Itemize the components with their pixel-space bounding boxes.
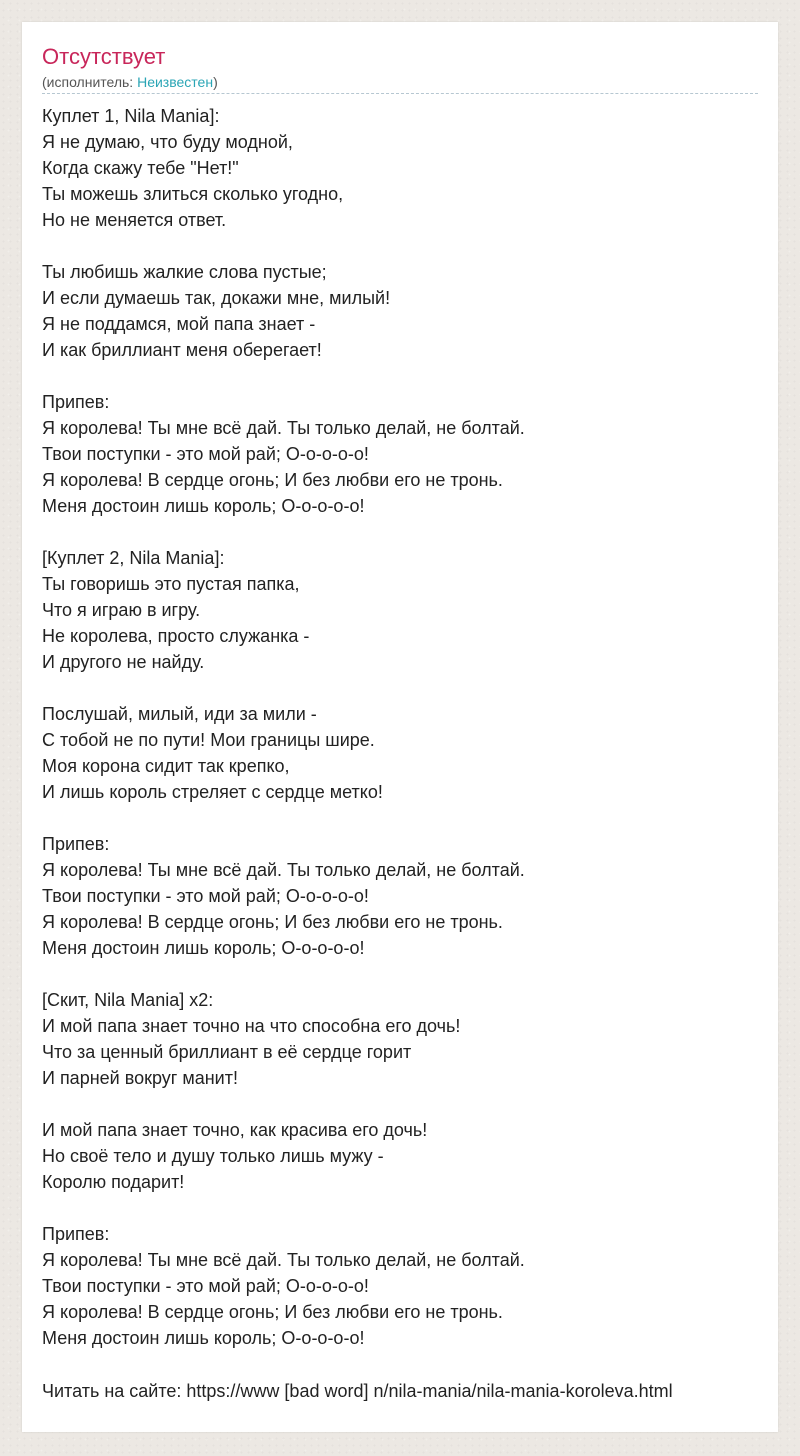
lyric-line: И лишь король стреляет с сердце метко! xyxy=(42,782,383,802)
lyric-line: Что я играю в игру. xyxy=(42,600,201,620)
artist-link[interactable]: Неизвестен xyxy=(137,74,214,90)
lyric-line: Я королева! Ты мне всё дай. Ты только делай, не болтай. xyxy=(42,418,525,438)
song-title: Отсутствует xyxy=(42,44,166,69)
lyric-line: Что за ценный бриллиант в её сердце горит xyxy=(42,1042,412,1062)
lyric-line: И мой папа знает точно на что способна его дочь! xyxy=(42,1016,461,1036)
lyric-line: Припев: xyxy=(42,392,110,412)
artist-suffix: ) xyxy=(213,74,218,90)
header-divider xyxy=(42,93,758,94)
lyrics-card xyxy=(22,22,778,1432)
lyric-line: Я королева! Ты мне всё дай. Ты только делай, не болтай. xyxy=(42,1250,525,1270)
lyric-line: Но не меняется ответ. xyxy=(42,210,227,230)
lyric-line: Меня достоин лишь король; О-о-о-о-о! xyxy=(42,496,365,516)
artist-prefix: (исполнитель: xyxy=(42,74,138,90)
lyric-line: Моя корона сидит так крепко, xyxy=(42,756,290,776)
stanza-gap xyxy=(42,1195,762,1221)
stanza-gap xyxy=(42,675,762,701)
lyric-line: И мой папа знает точно, как красива его дочь! xyxy=(42,1120,428,1140)
artist-line xyxy=(42,73,218,91)
lyric-line: Припев: xyxy=(42,1224,110,1244)
lyric-line: Я королева! В сердце огонь; И без любви его не тронь. xyxy=(42,470,503,490)
stanza-gap xyxy=(42,363,762,389)
lyric-line: Когда скажу тебе "Нет!" xyxy=(42,158,239,178)
lyric-line: Я королева! Ты мне всё дай. Ты только делай, не болтай. xyxy=(42,860,525,880)
lyric-line: Меня достоин лишь король; О-о-о-о-о! xyxy=(42,1328,365,1348)
lyric-line: Я королева! В сердце огонь; И без любви его не тронь. xyxy=(42,1302,503,1322)
lyric-line: Куплет 1, Nila Mania]: xyxy=(42,106,220,126)
lyric-line: Припев: xyxy=(42,834,110,854)
lyric-line: И как бриллиант меня оберегает! xyxy=(42,340,322,360)
stanza-gap xyxy=(42,233,762,259)
stanza-gap xyxy=(42,805,762,831)
lyric-line: [Куплет 2, Nila Mania]: xyxy=(42,548,225,568)
lyric-line: Ты любишь жалкие слова пустые; xyxy=(42,262,327,282)
lyric-line: И если думаешь так, докажи мне, милый! xyxy=(42,288,391,308)
lyric-line: [Скит, Nila Mania] x2: xyxy=(42,990,214,1010)
lyric-line: Не королева, просто служанка - xyxy=(42,626,310,646)
lyric-line: Но своё тело и душу только лишь мужу - xyxy=(42,1146,384,1166)
lyric-line: Я не думаю, что буду модной, xyxy=(42,132,293,152)
stanza-gap xyxy=(42,1091,762,1117)
lyric-line: Твои поступки - это мой рай; О-о-о-о-о! xyxy=(42,1276,369,1296)
lyric-line: Твои поступки - это мой рай; О-о-о-о-о! xyxy=(42,444,369,464)
source-link-text: Читать на сайте: https://www [bad word] n/nila-mania/nila-mania-koroleva.html xyxy=(42,1381,673,1401)
lyric-line: Я королева! В сердце огонь; И без любви его не тронь. xyxy=(42,912,503,932)
lyric-line: Послушай, милый, иди за мили - xyxy=(42,704,317,724)
lyric-line: Ты можешь злиться сколько угодно, xyxy=(42,184,344,204)
lyric-line: И другого не найду. xyxy=(42,652,205,672)
lyric-line: Я не поддамся, мой папа знает - xyxy=(42,314,316,334)
lyric-line: Ты говоришь это пустая папка, xyxy=(42,574,300,594)
lyric-line: Меня достоин лишь король; О-о-о-о-о! xyxy=(42,938,365,958)
lyric-line: Твои поступки - это мой рай; О-о-о-о-о! xyxy=(42,886,369,906)
stanza-gap xyxy=(42,961,762,987)
lyric-line: И парней вокруг манит! xyxy=(42,1068,238,1088)
lyrics-body xyxy=(42,103,762,1351)
lyric-line: Королю подарит! xyxy=(42,1172,185,1192)
lyric-line: С тобой не по пути! Мои границы шире. xyxy=(42,730,375,750)
stanza-gap xyxy=(42,519,762,545)
